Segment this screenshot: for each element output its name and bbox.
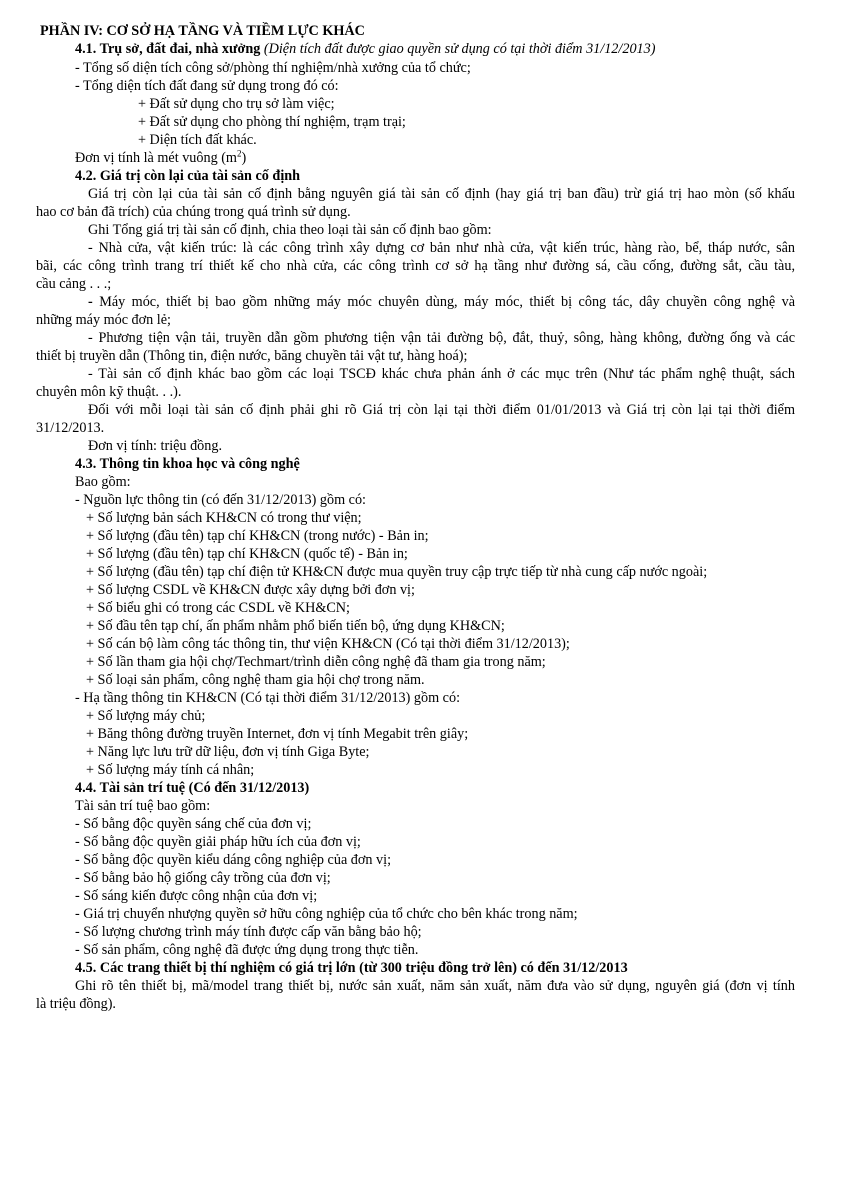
list-item: + Đất sử dụng cho phòng thí nghiệm, trạm trại; bbox=[138, 114, 406, 130]
paragraph-line: những máy móc đơn lẻ; bbox=[36, 312, 171, 328]
list-item: + Số đầu tên tạp chí, ấn phẩm nhằm phổ biến tiến bộ, ứng dụng KH&CN; bbox=[86, 618, 505, 634]
list-item: + Số lượng (đầu tên) tạp chí KH&CN (trong nước) - Bản in; bbox=[86, 528, 429, 544]
paragraph-line: là triệu đồng). bbox=[36, 996, 116, 1012]
paragraph-line: chuyên môn kỹ thuật. . .). bbox=[36, 384, 182, 400]
paragraph-line: Ghi Tổng giá trị tài sản cố định, chia theo loại tài sản cố định bao gồm: bbox=[88, 222, 492, 238]
heading-4-1-note: (Diện tích đất được giao quyền sử dụng có tại thời điểm 31/12/2013) bbox=[263, 41, 656, 57]
list-item: + Số lượng bản sách KH&CN có trong thư viện; bbox=[86, 510, 362, 526]
paragraph-line: 31/12/2013. bbox=[36, 420, 105, 436]
list-item: + Đất sử dụng cho trụ sở làm việc; bbox=[138, 96, 335, 112]
list-item: + Số lượng (đầu tên) tạp chí KH&CN (quốc tế) - Bản in; bbox=[86, 546, 408, 562]
heading-4-5: 4.5. Các trang thiết bị thí nghiệm có giá trị lớn (từ 300 triệu đồng trở lên) có đến 31/12/2013 bbox=[75, 960, 628, 976]
list-item: - Số sáng kiến được công nhận của đơn vị; bbox=[75, 888, 318, 904]
list-item: + Số cán bộ làm công tác thông tin, thư viện KH&CN (Có tại thời điểm 31/12/2013); bbox=[86, 636, 570, 652]
heading-4-2: 4.2. Giá trị còn lại của tài sản cố định bbox=[75, 168, 301, 184]
heading-4-1-title: 4.1. Trụ sở, đất đai, nhà xưởng bbox=[75, 41, 261, 57]
heading-4-1 bbox=[0, 40, 848, 58]
list-item: + Băng thông đường truyền Internet, đơn vị tính Megabit trên giây; bbox=[86, 726, 469, 742]
list-group-title: - Hạ tầng thông tin KH&CN (Có tại thời điểm 31/12/2013) gồm có: bbox=[75, 690, 461, 706]
list-item: + Diện tích đất khác. bbox=[138, 132, 257, 148]
paragraph-line: - Nhà cửa, vật kiến trúc: là các công trình xây dựng cơ bản như nhà cửa, vật kiến trúc, hàng rào, bể, tháp nước, sân bbox=[88, 240, 795, 256]
unit-line: Đơn vị tính là mét vuông $(m^2)$ bbox=[75, 149, 247, 166]
list-item: + Số loại sản phẩm, công nghệ tham gia hội chợ trong năm. bbox=[86, 672, 425, 688]
heading-4-3: 4.3. Thông tin khoa học và công nghệ bbox=[75, 456, 300, 472]
paragraph-line: cầu cảng . . .; bbox=[36, 276, 112, 292]
list-item: - Số lượng chương trình máy tính được cấp văn bằng bảo hộ; bbox=[75, 924, 422, 940]
paragraph-line: hao cơ bản đã trích) của chúng trong quá trình sử dụng. bbox=[36, 204, 351, 220]
heading-4-4: 4.4. Tài sản trí tuệ (Có đến 31/12/2013) bbox=[75, 780, 310, 796]
list-item: - Số bằng độc quyền sáng chế của đơn vị; bbox=[75, 816, 312, 832]
list-item: - Số sản phẩm, công nghệ đã được ứng dụng trong thực tiễn. bbox=[75, 942, 419, 958]
text-line: - Tổng số diện tích công sở/phòng thí nghiệm/nhà xưởng của tổ chức; bbox=[75, 60, 471, 76]
list-item: + Số lượng máy tính cá nhân; bbox=[86, 762, 255, 778]
list-item: + Số lượng (đầu tên) tạp chí điện tử KH&CN được mua quyền truy cập trực tiếp từ nhà cung cấp nước ngoài; bbox=[86, 564, 708, 580]
list-item: + Số lượng CSDL về KH&CN được xây dựng bởi đơn vị; bbox=[86, 582, 415, 598]
text-line: Tài sản trí tuệ bao gồm: bbox=[75, 798, 211, 814]
list-item: - Số bằng bảo hộ giống cây trồng của đơn vị; bbox=[75, 870, 331, 886]
paragraph-line: - Tài sản cố định khác bao gồm các loại TSCĐ khác chưa phản ánh ở các mục trên (Như tác phẩm nghệ thuật, sách bbox=[88, 366, 795, 382]
text-line: - Tổng diện tích đất đang sử dụng trong đó có: bbox=[75, 78, 339, 94]
paragraph-line: - Máy móc, thiết bị bao gồm những máy móc chuyên dùng, máy móc, thiết bị công tác, dây chuyền công nghệ và bbox=[88, 294, 795, 310]
list-item: - Số bằng độc quyền kiểu dáng công nghiệp của đơn vị; bbox=[75, 852, 392, 868]
paragraph-line: Ghi rõ tên thiết bị, mã/model trang thiết bị, nước sản xuất, năm sản xuất, năm đưa vào sử dụng, nguyên giá (đơn vị tính bbox=[75, 978, 795, 994]
paragraph-line: Giá trị còn lại của tài sản cố định bằng nguyên giá tài sản cố định (hay giá trị ban đầu) trừ giá trị hao mòn (số khấu bbox=[88, 186, 795, 202]
list-item: - Giá trị chuyển nhượng quyền sở hữu công nghiệp của tổ chức cho bên khác trong năm; bbox=[75, 906, 578, 922]
list-group-title: - Nguồn lực thông tin (có đến 31/12/2013) gồm có: bbox=[75, 492, 367, 508]
section-title: PHẦN IV: CƠ SỞ HẠ TẦNG VÀ TIỀM LỰC KHÁC bbox=[40, 23, 365, 39]
list-item: + Số biểu ghi có trong các CSDL về KH&CN; bbox=[86, 600, 350, 616]
text-line: Bao gồm: bbox=[75, 474, 131, 490]
paragraph-line: Đối với mỗi loại tài sản cố định phải ghi rõ Giá trị còn lại tại thời điểm 01/01/2013 và Giá trị còn lại tại thời điểm bbox=[88, 402, 795, 418]
paragraph-line: thiết bị truyền dẫn (Thông tin, điện nước, băng chuyền tải vật tư, hàng hoá); bbox=[36, 348, 468, 364]
list-item: + Năng lực lưu trữ dữ liệu, đơn vị tính Giga Byte; bbox=[86, 744, 370, 760]
list-item: + Số lần tham gia hội chợ/Techmart/trình diễn công nghệ đã tham gia trong năm; bbox=[86, 654, 546, 670]
unit-line: Đơn vị tính: triệu đồng. bbox=[88, 438, 222, 454]
list-item: - Số bằng độc quyền giải pháp hữu ích của đơn vị; bbox=[75, 834, 361, 850]
paragraph-line: - Phương tiện vận tải, truyền dẫn gồm phương tiện vận tải đường bộ, đắt, thuỷ, sông, hàng không, đường ống và các bbox=[88, 330, 795, 346]
list-item: + Số lượng máy chủ; bbox=[86, 708, 206, 724]
paragraph-line: bãi, các công trình trang trí thiết kế cho nhà cửa, các công trình cơ sở hạ tầng như đường sá, cầu cống, đường sắt, cầu tàu, bbox=[36, 258, 795, 274]
